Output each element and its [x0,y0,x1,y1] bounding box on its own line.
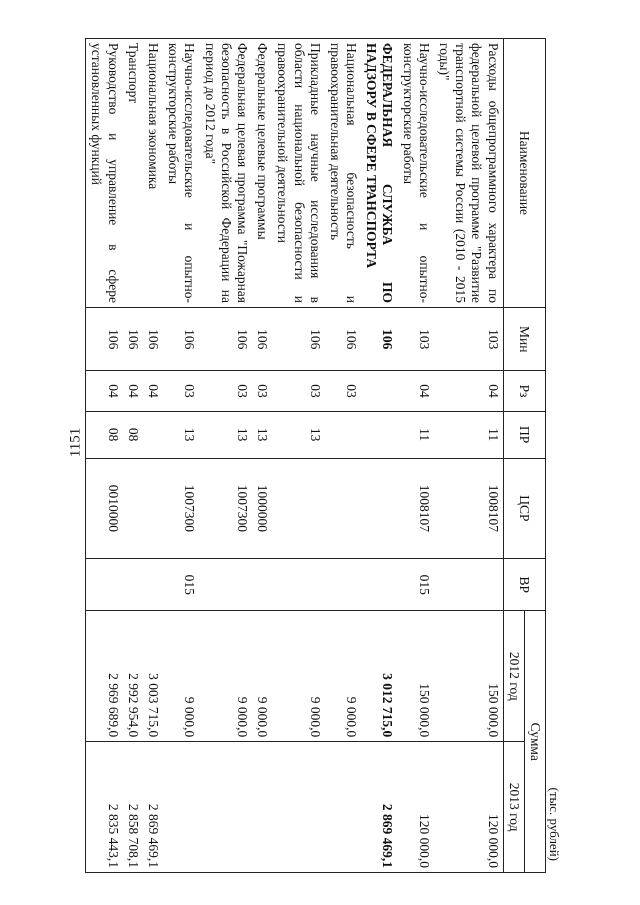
row-csr: 1008107 [398,458,434,559]
row-csr: 1008107 [434,458,503,559]
row-name: Национальная экономика [143,39,163,308]
row-2013: 2 858 708,1 [123,742,143,873]
table-row [434,39,503,873]
row-csr: 1007300 [199,458,252,559]
row-2012: 9 000,0 [199,611,252,742]
row-name: Федеральные целевые программы [252,39,272,308]
row-name: Научно-исследовательские и опытно-конструкторские работы [398,39,434,308]
row-2012: 9 000,0 [272,611,325,742]
row-name: Расходы общепрограммного характера по федеральной целевой программе "Развитие транспортной системы России (2010 - 2015 годы)" [434,39,503,308]
row-min: 106 [123,308,143,371]
row-2013: 120 000,0 [398,742,434,873]
table-row [325,39,361,873]
row-name: Национальная безопасность и правоохранительная деятельность [325,39,361,308]
row-rz: 03 [325,371,361,411]
row-2012: 150 000,0 [434,611,503,742]
row-name: Руководство и управление в сфере установленных функций [86,39,123,308]
header-2012: 2012 год [503,611,524,742]
header-sum: Сумма [524,611,545,873]
header-2013: 2013 год [503,742,524,873]
table-row [361,39,397,873]
row-rz [361,371,397,411]
row-min: 106 [163,308,199,371]
row-pr: 13 [252,411,272,458]
row-rz: 03 [252,371,272,411]
row-rz: 04 [123,371,143,411]
row-pr: 11 [434,411,503,458]
row-rz: 04 [434,371,503,411]
row-min: 106 [252,308,272,371]
table-row [123,39,143,873]
header-pr: ПР [503,411,545,458]
row-pr: 08 [123,411,143,458]
row-min: 106 [86,308,123,371]
row-vr [361,559,397,611]
row-vr [143,559,163,611]
row-2013 [252,742,272,873]
row-csr: 0010000 [86,458,123,559]
row-2013 [163,742,199,873]
row-vr [86,559,123,611]
row-csr [272,458,325,559]
row-csr [325,458,361,559]
row-name: Научно-исследовательские и опытно-конструкторские работы [163,39,199,308]
row-vr [199,559,252,611]
row-min: 106 [199,308,252,371]
row-2013: 2 869 469,1 [143,742,163,873]
row-min: 103 [434,308,503,371]
row-min: 106 [272,308,325,371]
row-csr: 1007300 [163,458,199,559]
units-label: (тыс. рублей) [547,787,562,861]
row-rz: 04 [398,371,434,411]
header-vr: ВР [503,559,545,611]
row-vr: 015 [163,559,199,611]
row-min: 106 [143,308,163,371]
row-vr [325,559,361,611]
row-csr [123,458,143,559]
row-name: Транспорт [123,39,143,308]
row-vr [123,559,143,611]
row-2012: 150 000,0 [398,611,434,742]
row-vr: 015 [398,559,434,611]
row-2012: 9 000,0 [252,611,272,742]
row-csr [143,458,163,559]
row-rz: 04 [86,371,123,411]
table-row [199,39,252,873]
row-2013: 2 835 443,1 [86,742,123,873]
row-2012: 3 003 715,0 [143,611,163,742]
row-name: ФЕДЕРАЛЬНАЯ СЛУЖБА ПО НАДЗОРУ В СФЕРЕ ТРАНСПОРТА [361,39,397,308]
row-2013 [325,742,361,873]
row-rz: 03 [163,371,199,411]
row-rz: 03 [199,371,252,411]
row-name: Прикладные научные исследования в области национальной безопасности и правоохранительной деятельности [272,39,325,308]
header-rz: Рз [503,371,545,411]
row-2012: 9 000,0 [325,611,361,742]
row-2013: 2 869 469,1 [361,742,397,873]
row-2013 [272,742,325,873]
header-name: Наименование [503,39,545,308]
row-pr: 13 [163,411,199,458]
row-pr: 08 [86,411,123,458]
table-row [272,39,325,873]
row-2012: 2 969 689,0 [86,611,123,742]
row-min: 106 [325,308,361,371]
row-min: 106 [361,308,397,371]
row-pr: 13 [199,411,252,458]
header-min: Мин [503,308,545,371]
rotated-page [42,38,562,873]
row-rz: 03 [272,371,325,411]
row-pr [325,411,361,458]
table-row [398,39,434,873]
row-2012: 3 012 715,0 [361,611,397,742]
row-2012: 9 000,0 [163,611,199,742]
row-min: 103 [398,308,434,371]
row-rz: 04 [143,371,163,411]
row-name: Федеральная целевая программа "Пожарная безопасность в Российской Федерации на период до 2012 года" [199,39,252,308]
row-vr [252,559,272,611]
row-pr [361,411,397,458]
row-csr [361,458,397,559]
row-2012: 2 992 954,0 [123,611,143,742]
table-row [143,39,163,873]
page-number: 1151 [67,427,84,458]
table-row [163,39,199,873]
header-csr: ЦСР [503,458,545,559]
table-row [252,39,272,873]
row-2013 [199,742,252,873]
row-csr: 1000000 [252,458,272,559]
table-row [86,39,123,873]
row-2013: 120 000,0 [434,742,503,873]
row-pr [143,411,163,458]
budget-table [85,38,546,873]
row-vr [434,559,503,611]
row-vr [272,559,325,611]
row-pr: 11 [398,411,434,458]
row-pr: 13 [272,411,325,458]
